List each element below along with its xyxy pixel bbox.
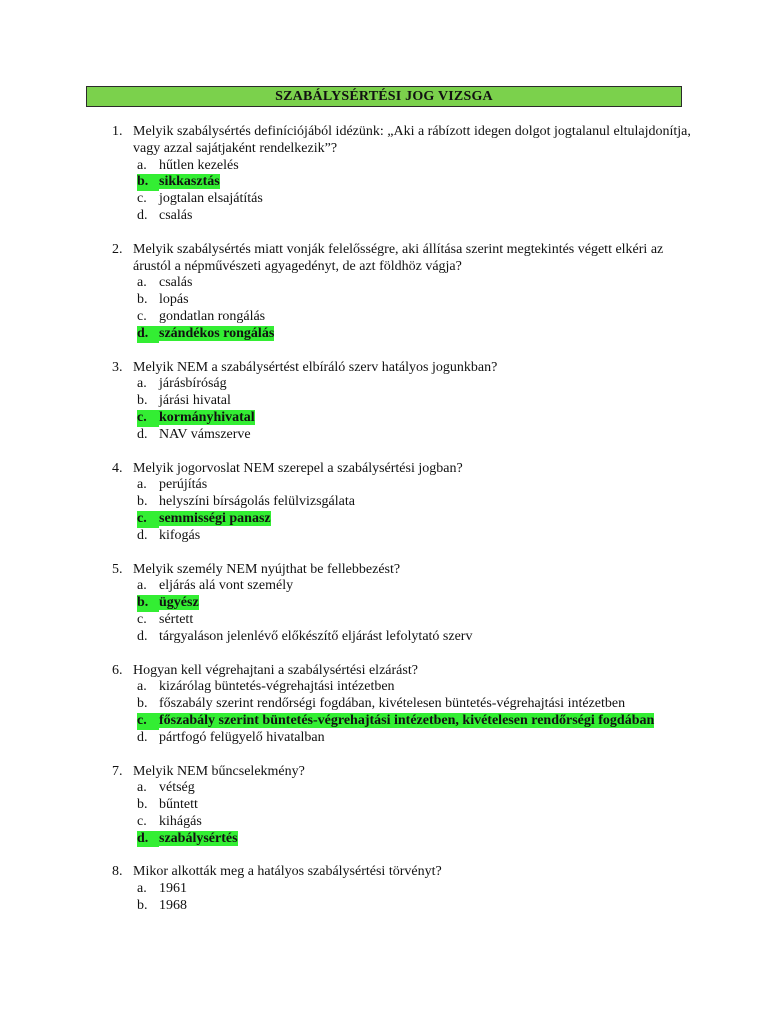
option-text-wrap <box>159 427 692 444</box>
option-text-wrap <box>159 595 692 612</box>
option-letter: c. <box>137 813 147 829</box>
option-text: 1961 <box>159 881 187 897</box>
option-text: kizárólag büntetés-végrehajtási intézetben <box>159 679 395 695</box>
option-letter: a. <box>137 275 147 291</box>
answer-option <box>112 780 692 797</box>
option-text: szabálysértés <box>159 830 238 846</box>
question-number: 3. <box>112 359 123 375</box>
answer-option <box>112 612 692 629</box>
option-letter: d. <box>137 628 148 644</box>
option-text: járásbíróság <box>159 376 227 392</box>
option-letter: b. <box>137 494 148 510</box>
question-text: Melyik jogorvoslat NEM szerepel a szabálysértési jogban? <box>133 460 463 476</box>
option-text: sértett <box>159 611 194 627</box>
question-row <box>112 764 692 781</box>
answer-option <box>112 679 692 696</box>
question-row <box>112 562 692 579</box>
option-text-wrap <box>159 174 692 191</box>
option-text: perújítás <box>159 477 208 493</box>
option-text: tárgyaláson jelenlévő előkészítő eljárást lefolytató szerv <box>159 628 473 644</box>
question-row <box>112 124 692 158</box>
option-text-wrap <box>159 797 692 814</box>
option-text: sikkasztás <box>159 174 220 190</box>
option-letter: a. <box>137 578 147 594</box>
question-number: 5. <box>112 561 123 577</box>
option-letter: b. <box>137 595 159 612</box>
option-text-wrap <box>159 612 692 629</box>
answer-option <box>112 292 692 309</box>
answer-option <box>112 376 692 393</box>
option-text: lopás <box>159 292 189 308</box>
answer-option <box>112 578 692 595</box>
question-row <box>112 663 692 680</box>
answer-option <box>112 696 692 713</box>
answer-option <box>112 528 692 545</box>
option-text: pártfogó felügyelő hivatalban <box>159 729 325 745</box>
question-4 <box>112 461 692 545</box>
option-letter: d. <box>137 831 159 848</box>
option-text-wrap <box>159 494 692 511</box>
answer-option <box>112 275 692 292</box>
option-letter: d. <box>137 207 148 223</box>
option-text: 1968 <box>159 898 187 914</box>
option-letter: a. <box>137 881 147 897</box>
option-text-wrap <box>159 511 692 528</box>
option-letter: d. <box>137 729 148 745</box>
option-text-wrap <box>159 881 692 898</box>
option-text-wrap <box>159 629 692 646</box>
question-text: Mikor alkották meg a hatályos szabálysértési törvényt? <box>133 864 442 880</box>
question-text: Melyik NEM bűncselekmény? <box>133 763 305 779</box>
option-letter: c. <box>137 611 147 627</box>
option-text: csalás <box>159 275 193 291</box>
option-letter: a. <box>137 157 147 173</box>
exam-title: SZABÁLYSÉRTÉSI JOG VIZSGA <box>86 86 682 107</box>
option-letter: c. <box>137 410 159 427</box>
option-text-wrap <box>159 528 692 545</box>
option-letter: a. <box>137 780 147 796</box>
answer-option-correct <box>112 595 692 612</box>
option-text: főszabály szerint büntetés-végrehajtási intézetben, kivételesen rendőrségi fogdában <box>159 712 655 728</box>
answer-option-correct <box>112 326 692 343</box>
answer-option-correct <box>112 713 692 730</box>
option-text-wrap <box>159 292 692 309</box>
answer-option <box>112 814 692 831</box>
question-text: Melyik NEM a szabálysértést elbíráló szerv hatályos jogunkban? <box>133 359 498 375</box>
question-text: Melyik szabálysértés definíciójából idézünk: „Aki a rábízott idegen dolgot jogtalanul eltulajdonítja, vagy azzal sajátjaként rendelkezik”? <box>133 124 691 156</box>
question-number: 6. <box>112 662 123 678</box>
answer-option <box>112 208 692 225</box>
option-text: ügyész <box>159 595 199 611</box>
option-text: járási hivatal <box>159 393 231 409</box>
option-text-wrap <box>159 275 692 292</box>
answer-option <box>112 309 692 326</box>
option-text: semmisségi panasz <box>159 510 271 526</box>
question-3 <box>112 360 692 444</box>
option-text-wrap <box>159 780 692 797</box>
answer-option <box>112 158 692 175</box>
question-text: Melyik szabálysértés miatt vonják felelősségre, aki állítása szerint megtekintés végett elkéri az árustól a népművészeti agyagedényt, de azt földhöz vágja? <box>133 241 664 274</box>
question-6 <box>112 663 692 747</box>
question-text: Hogyan kell végrehajtani a szabálysértési elzárást? <box>133 662 418 678</box>
question-row <box>112 864 692 881</box>
question-row <box>112 360 692 377</box>
question-2 <box>112 242 692 343</box>
option-text-wrap <box>159 814 692 831</box>
answer-option <box>112 629 692 646</box>
option-text-wrap <box>159 376 692 393</box>
option-text: jogtalan elsajátítás <box>159 191 263 207</box>
answer-option <box>112 898 692 915</box>
answer-option <box>112 427 692 444</box>
option-text: eljárás alá vont személy <box>159 578 294 594</box>
option-text-wrap <box>159 477 692 494</box>
option-letter: b. <box>137 174 159 191</box>
option-text: kihágás <box>159 813 202 829</box>
answer-option <box>112 191 692 208</box>
option-text-wrap <box>159 578 692 595</box>
question-row <box>112 242 692 276</box>
option-text-wrap <box>159 898 692 915</box>
option-text: gondatlan rongálás <box>159 308 266 324</box>
option-text-wrap <box>159 713 692 730</box>
question-number: 1. <box>112 124 123 139</box>
option-text: hűtlen kezelés <box>159 157 239 173</box>
question-number: 8. <box>112 864 123 880</box>
option-text: kormányhivatal <box>159 409 255 425</box>
option-letter: b. <box>137 292 148 308</box>
question-7 <box>112 764 692 848</box>
question-text: Melyik személy NEM nyújthat be fellebbezést? <box>133 561 401 577</box>
option-letter: a. <box>137 376 147 392</box>
question-number: 2. <box>112 241 123 257</box>
option-text-wrap <box>159 326 692 343</box>
option-letter: c. <box>137 713 159 730</box>
option-letter: a. <box>137 679 147 695</box>
option-text-wrap <box>159 410 692 427</box>
option-text-wrap <box>159 309 692 326</box>
option-text-wrap <box>159 730 692 747</box>
question-8 <box>112 864 692 914</box>
option-letter: d. <box>137 527 148 543</box>
option-letter: c. <box>137 511 159 528</box>
question-5 <box>112 562 692 646</box>
answer-option-correct <box>112 831 692 848</box>
question-row <box>112 461 692 478</box>
option-text: kifogás <box>159 527 201 543</box>
answer-option <box>112 494 692 511</box>
option-text-wrap <box>159 158 692 175</box>
answer-option <box>112 477 692 494</box>
option-letter: c. <box>137 191 147 207</box>
option-text: helyszíni bírságolás felülvizsgálata <box>159 494 355 510</box>
option-text-wrap <box>159 208 692 225</box>
option-text: vétség <box>159 780 195 796</box>
option-text-wrap <box>159 696 692 713</box>
answer-option <box>112 881 692 898</box>
option-letter: b. <box>137 898 148 914</box>
option-text-wrap <box>159 831 692 848</box>
answer-option-correct <box>112 174 692 191</box>
option-text-wrap <box>159 393 692 410</box>
answer-option <box>112 730 692 747</box>
question-number: 7. <box>112 763 123 779</box>
option-text: csalás <box>159 207 193 223</box>
option-letter: d. <box>137 326 159 343</box>
option-text-wrap <box>159 679 692 696</box>
option-text-wrap <box>159 191 692 208</box>
option-letter: b. <box>137 393 148 409</box>
question-1 <box>112 124 692 225</box>
question-number: 4. <box>112 460 123 476</box>
answer-option-correct <box>112 511 692 528</box>
answer-option <box>112 797 692 814</box>
answer-option <box>112 393 692 410</box>
option-letter: a. <box>137 477 147 493</box>
option-letter: b. <box>137 797 148 813</box>
option-text: NAV vámszerve <box>159 426 251 442</box>
option-letter: c. <box>137 308 147 324</box>
answer-option-correct <box>112 410 692 427</box>
option-text: szándékos rongálás <box>159 325 275 341</box>
option-text: bűntett <box>159 797 198 813</box>
option-letter: d. <box>137 426 148 442</box>
question-list <box>112 124 692 932</box>
option-letter: b. <box>137 696 148 712</box>
option-text: főszabály szerint rendőrségi fogdában, kivételesen büntetés-végrehajtási intézetben <box>159 696 626 712</box>
